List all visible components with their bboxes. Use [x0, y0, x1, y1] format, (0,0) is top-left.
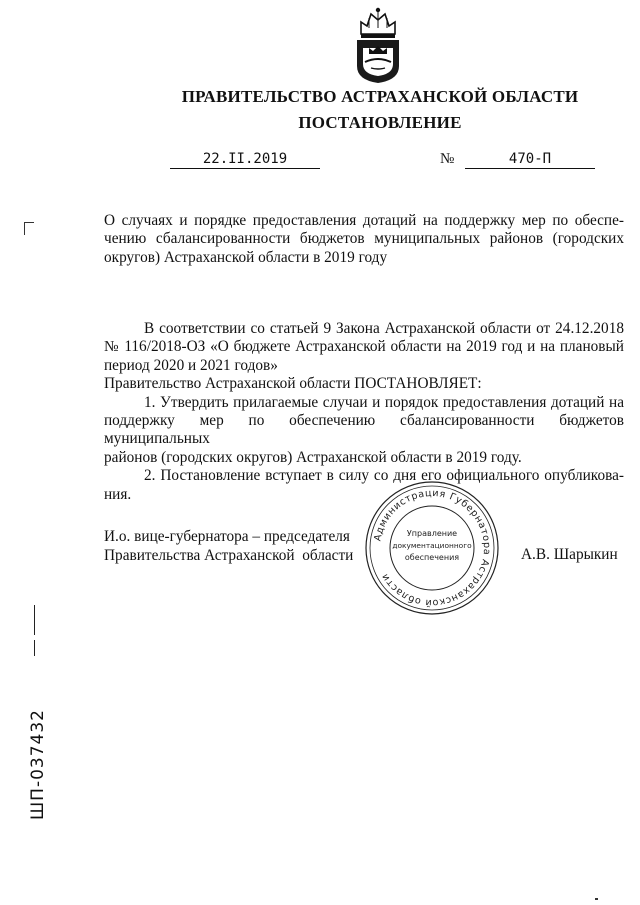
margin-mark	[34, 640, 35, 656]
subject-line: округов) Астраханской области в 2019 году	[104, 248, 388, 266]
signatory-name: А.В. Шарыкин	[521, 546, 618, 563]
stamp-inner-line: документационного	[392, 541, 472, 550]
official-stamp	[364, 480, 500, 616]
document-date: 22.II.2019	[170, 150, 320, 169]
number-label: №	[440, 151, 455, 167]
document-type-title: ПОСТАНОВЛЕНИЕ	[298, 113, 462, 132]
signatory-position	[104, 528, 353, 565]
stamp-inner-line: обеспечения	[404, 553, 460, 562]
body-line: районов (городских округов) Астраханской области в 2019 году.	[104, 448, 522, 466]
body-line: № 116/2018-ОЗ «О бюджете Астраханской области на 2019 год и на плановый	[104, 338, 624, 356]
subject-line: О случаях и порядке предоставления дотаций на поддержку мер по обеспе-	[104, 212, 624, 229]
corner-bracket-mark	[24, 222, 34, 235]
scan-dot	[595, 898, 598, 900]
margin-mark	[34, 605, 35, 635]
registration-number: ШП-037432	[28, 709, 48, 820]
stamp-outer-text: Администрация Губернатора Астраханской области	[372, 487, 493, 609]
body-line: период 2020 и 2021 годов»	[104, 356, 278, 374]
coat-of-arms-icon	[349, 4, 407, 84]
government-title: ПРАВИТЕЛЬСТВО АСТРАХАНСКОЙ ОБЛАСТИ	[181, 87, 579, 106]
stamp-inner-line: Управление	[406, 529, 458, 538]
body-line: Правительство Астраханской области ПОСТАНОВЛЯЕТ:	[104, 375, 482, 393]
body-line: 1. Утвердить прилагаемые случаи и порядок предоставления дотаций на	[144, 393, 624, 411]
body-line: ния.	[104, 485, 132, 503]
body-line: поддержку мер по обеспечению сбалансированности бюджетов муниципальных	[104, 412, 624, 448]
subject-line: чению сбалансированности бюджетов муниципальных районов (городских	[104, 230, 624, 248]
document-body	[104, 320, 624, 504]
document-number: 470-П	[465, 150, 595, 169]
document-subject	[104, 212, 624, 267]
signatory-position-line: И.о. вице-губернатора – председателя	[104, 528, 350, 545]
signatory-position-line: Правительства Астраханской области	[104, 546, 354, 564]
body-line: В соответствии со статьей 9 Закона Астраханской области от 24.12.2018	[144, 320, 624, 337]
body-line: 2. Постановление вступает в силу со дня его официального опубликова-	[144, 467, 624, 485]
